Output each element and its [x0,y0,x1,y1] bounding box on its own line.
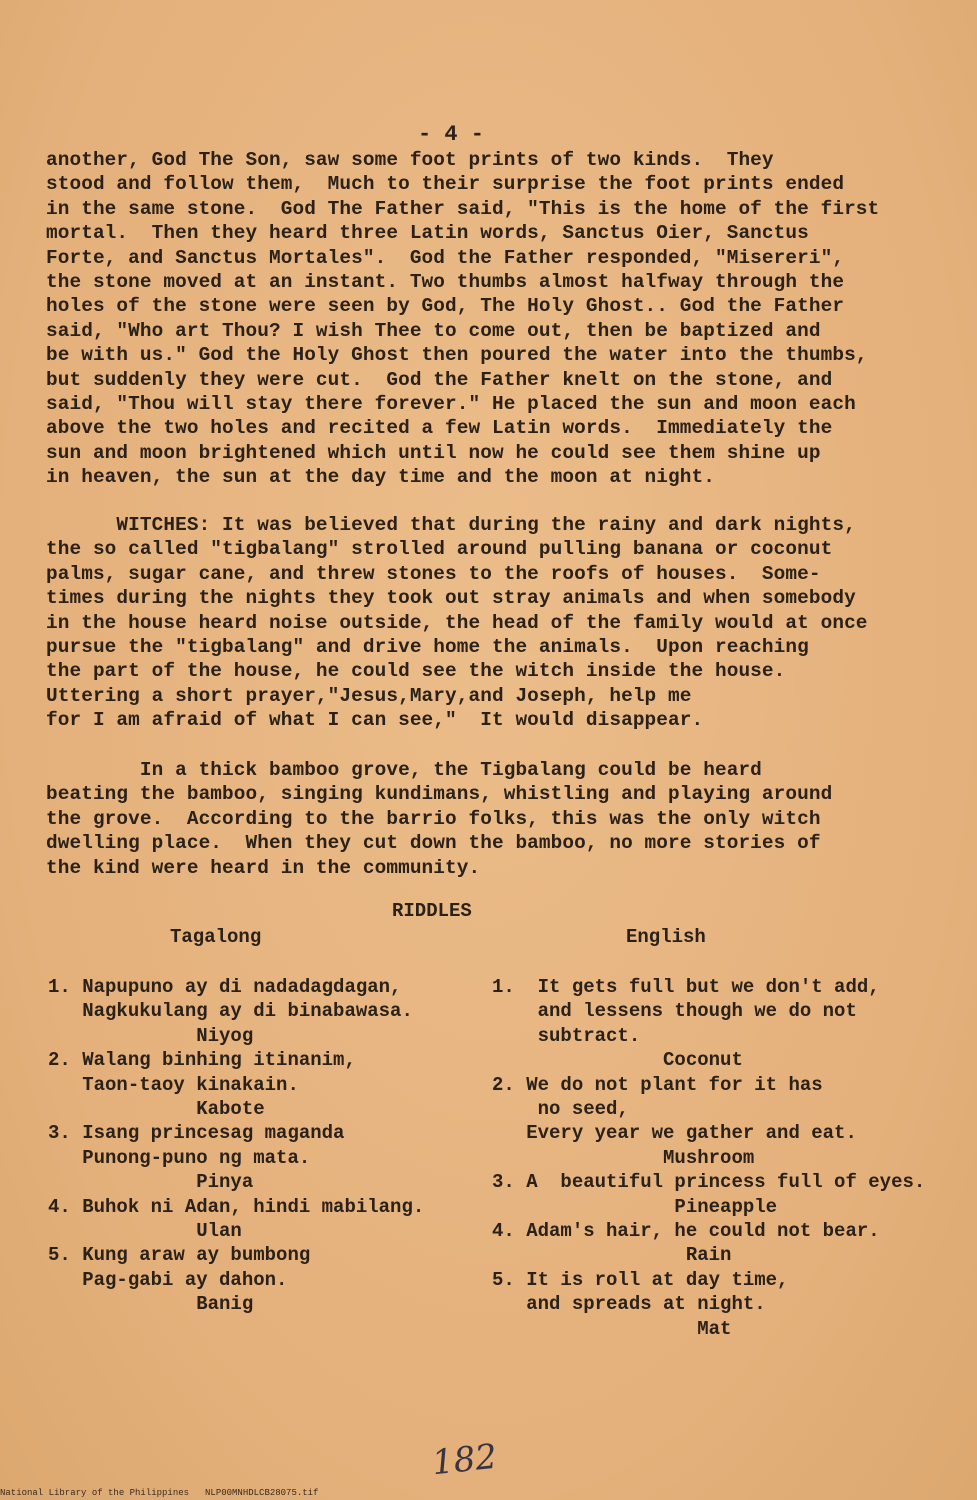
riddle-item [48,1195,424,1244]
paragraph-witches [46,513,936,733]
text-line: times during the nights they took out stray animals and when somebody [46,587,856,610]
riddle-line: and spreads at night. [492,1293,766,1316]
text-line: stood and follow them, Much to their surprise the foot prints ended [46,173,845,196]
text-line: said, "Thou will stay there forever." He placed the sun and moon each [46,393,856,416]
riddle-line: 5. It is roll at day time, [492,1268,789,1291]
footer-file-id: NLP00MNHDLCB28075.tif [205,1488,319,1498]
text-line: the part of the house, he could see the witch inside the house. [46,660,786,683]
riddle-line: subtract. [492,1024,641,1047]
text-line: In a thick bamboo grove, the Tigbalang could be heard [46,759,762,781]
riddle-line: Punong-puno ng mata. [48,1146,311,1169]
text-line: pursue the "tigbalang" and drive home the animals. Upon reaching [46,636,809,659]
riddle-line: 1. Napupuno ay di nadadagdagan, [48,976,402,998]
riddle-line: 3. A beautiful princess full of eyes. [492,1171,926,1194]
riddle-line: Every year we gather and eat. [492,1122,857,1145]
riddle-line: 2. We do not plant for it has [492,1073,823,1096]
paragraph-creation-story [46,148,936,490]
riddle-answer: Rain [492,1244,732,1267]
text-line: dwelling place. When they cut down the bamboo, no more stories of [46,832,821,855]
riddle-line: 2. Walang binhing itinanim, [48,1049,356,1072]
text-line: the kind were heard in the community. [46,856,481,879]
riddle-line: 1. It gets full but we don't add, [492,976,880,998]
text-line: beating the bamboo, singing kundimans, whistling and playing around [46,783,833,806]
text-line: in heaven, the sun at the day time and the moon at night. [46,466,715,489]
text-line: in the house heard noise outside, the head of the family would at once [46,611,868,634]
paragraph-bamboo-grove [46,758,936,880]
text-line: palms, sugar cane, and threw stones to the roofs of houses. Some- [46,562,821,585]
text-line: for I am afraid of what I can see," It would disappear. [46,709,704,732]
riddle-line: 4. Adam's hair, he could not bear. [492,1220,880,1243]
riddle-line: 5. Kung araw ay bumbong [48,1244,311,1267]
text-line: another, God The Son, saw some foot prints of two kinds. They [46,149,774,171]
riddle-line: 4. Buhok ni Adan, hindi mabilang. [48,1195,425,1218]
riddle-item [492,1073,925,1171]
text-line: sun and moon brightened which until now he could see them shine up [46,441,821,464]
riddle-answer: Mushroom [492,1146,755,1169]
riddle-line: 3. Isang princesag maganda [48,1122,345,1145]
riddle-item [48,1243,424,1316]
text-line: the grove. According to the barrio folks, this was the only witch [46,807,821,830]
riddle-item [492,1219,925,1268]
riddle-item [48,1121,424,1194]
riddle-answer: Banig [48,1293,254,1316]
tagalog-riddles-column [48,975,424,1317]
riddle-answer: Pineapple [492,1195,778,1218]
riddle-line: Taon-taoy kinakain. [48,1073,299,1096]
riddles-title: RIDDLES [392,900,472,922]
riddle-line: no seed, [492,1098,629,1121]
text-line: WITCHES: It was believed that during the rainy and dark nights, [46,514,856,536]
riddle-answer: Ulan [48,1220,242,1243]
riddle-item [492,1268,925,1341]
riddle-item [492,975,925,1073]
footer [0,1488,334,1498]
text-line: said, "Who art Thou? I wish Thee to come out, then be baptized and [46,319,821,342]
riddle-answer: Coconut [492,1049,743,1072]
text-line: Forte, and Sanctus Mortales". God the Father responded, "Misereri", [46,246,845,269]
english-riddles-column [492,975,925,1341]
text-line: mortal. Then they heard three Latin words, Sanctus Oier, Sanctus [46,222,809,245]
text-line: above the two holes and recited a few Latin words. Immediately the [46,417,833,440]
riddle-item [492,1170,925,1219]
riddle-answer: Niyog [48,1024,254,1047]
footer-library: National Library of the Philippines [0,1488,190,1498]
text-line: in the same stone. God The Father said, "This is the home of the first [46,197,880,220]
riddle-item [48,975,424,1048]
text-line: the stone moved at an instant. Two thumbs almost halfway through the [46,271,845,294]
text-line: holes of the stone were seen by God, The Holy Ghost.. God the Father [46,295,845,318]
english-heading: English [626,926,706,948]
text-line: be with us." God the Holy Ghost then poured the water into the thumbs, [46,344,868,367]
riddle-answer: Mat [492,1317,732,1340]
riddle-line: Pag-gabi ay dahon. [48,1268,288,1291]
page-number: - 4 - [418,122,485,147]
text-line: Uttering a short prayer,"Jesus,Mary,and Joseph, help me [46,684,692,707]
tagalog-heading: Tagalong [170,926,262,948]
riddle-line: and lessens though we do not [492,1000,857,1023]
text-line: but suddenly they were cut. God the Father knelt on the stone, and [46,368,833,391]
riddle-answer: Kabote [48,1098,265,1121]
riddle-answer: Pinya [48,1171,254,1194]
riddle-item [48,1048,424,1121]
riddle-line: Nagkukulang ay di binabawasa. [48,1000,413,1023]
text-line: the so called "tigbalang" strolled around pulling banana or coconut [46,538,833,561]
handwritten-page-number: 182 [430,1436,499,1484]
